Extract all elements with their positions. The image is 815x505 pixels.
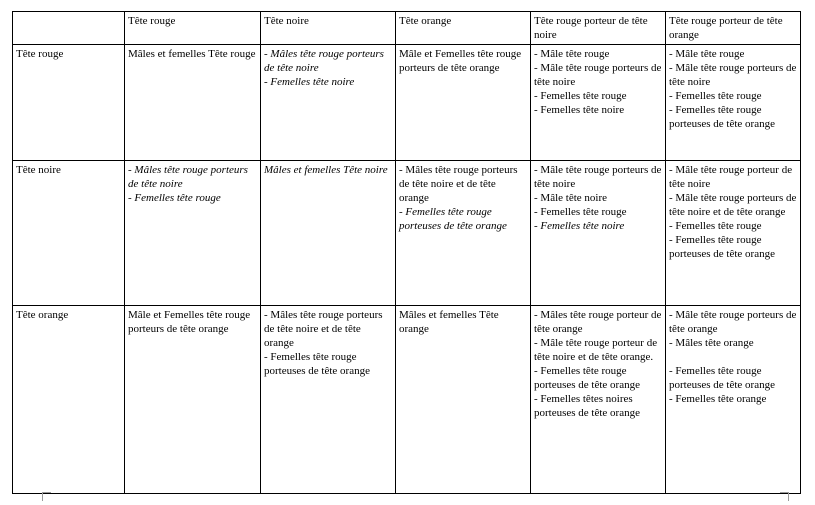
table-cell	[261, 161, 396, 306]
cell-line: - Mâle tête rouge porteurs de tête noire	[534, 164, 662, 190]
row-header: Tête rouge	[13, 45, 125, 161]
cell-line: - Femelles tête rouge porteuses de tête orange	[669, 365, 775, 391]
cell-line: - Femelles tête noire	[534, 220, 625, 232]
cell-line: - Femelles tête rouge	[128, 192, 221, 204]
table-cell	[261, 45, 396, 161]
cell-line: - Mâle tête rouge porteur de tête noire et de tête orange.	[534, 337, 658, 363]
cell-line: Mâles et femelles Tête orange	[399, 309, 499, 335]
table-cell	[531, 161, 666, 306]
column-header: Tête noire	[261, 12, 396, 45]
cell-line: - Mâles tête rouge porteur de tête orange	[534, 309, 662, 335]
cell-line: - Mâle tête rouge porteurs de tête noire et de tête orange	[669, 192, 797, 218]
cell-line: - Mâle tête rouge porteur de tête noire	[669, 164, 793, 190]
page-corner-mark-left	[42, 492, 51, 501]
header-row	[13, 12, 801, 45]
column-header: Tête orange	[396, 12, 531, 45]
table-row	[13, 45, 801, 161]
cell-line: - Mâle tête rouge porteurs de tête orange	[669, 309, 797, 335]
table-cell	[125, 306, 261, 494]
cell-line: - Mâles tête rouge porteurs de tête noire et de tête orange	[399, 164, 518, 204]
cell-line: - Femelles tête rouge	[534, 90, 627, 102]
cell-line: - Femelles tête rouge	[534, 206, 627, 218]
table-cell	[531, 45, 666, 161]
cell-line: - Mâles tête orange	[669, 337, 754, 349]
cell-line: - Mâle tête noire	[534, 192, 607, 204]
cell-line: - Mâle tête rouge	[534, 48, 610, 60]
cell-line: - Femelles tête rouge	[669, 220, 762, 232]
table-cell	[666, 306, 801, 494]
table-row	[13, 161, 801, 306]
crossing-table	[12, 11, 801, 494]
table-cell	[125, 45, 261, 161]
page-corner-mark-right	[780, 492, 789, 501]
cell-line: - Femelles tête rouge porteuses de tête orange	[669, 104, 775, 130]
table-cell	[666, 161, 801, 306]
cell-line: Mâle et Femelles tête rouge porteurs de tête orange	[128, 309, 251, 335]
table-cell	[396, 45, 531, 161]
cell-line: - Mâle tête rouge porteurs de tête noire	[669, 62, 797, 88]
cell-line: Mâles et femelles Tête rouge	[128, 48, 256, 60]
row-header: Tête noire	[13, 161, 125, 306]
cell-line: - Femelles tête rouge porteuses de tête orange	[669, 234, 775, 260]
table-row	[13, 306, 801, 494]
cell-line: - Mâles tête rouge porteurs de tête noire	[264, 48, 384, 74]
cell-line: - Mâle tête rouge	[669, 48, 745, 60]
cell-line: - Femelles tête rouge	[669, 90, 762, 102]
column-header: Tête rouge	[125, 12, 261, 45]
cell-line: - Mâle tête rouge porteurs de tête noire	[534, 62, 662, 88]
corner-cell	[13, 12, 125, 45]
cell-line: Mâles et femelles Tête noire	[264, 164, 388, 176]
cell-line: - Femelles tête orange	[669, 393, 767, 405]
row-header: Tête orange	[13, 306, 125, 494]
cell-line: - Femelles tête rouge porteuses de tête orange	[264, 351, 370, 377]
table-cell	[261, 306, 396, 494]
table-cell	[531, 306, 666, 494]
cell-line: - Femelles têtes noires porteuses de tête orange	[534, 393, 640, 419]
cell-line	[669, 350, 797, 364]
cell-line: - Mâles tête rouge porteurs de tête noire	[128, 164, 248, 190]
column-header: Tête rouge porteur de tête noire	[531, 12, 666, 45]
table-cell	[666, 45, 801, 161]
cell-line: - Femelles tête rouge porteuses de tête orange	[399, 206, 507, 232]
cell-line: - Femelles tête noire	[264, 76, 355, 88]
table-cell	[396, 306, 531, 494]
column-header: Tête rouge porteur de tête orange	[666, 12, 801, 45]
table-cell	[396, 161, 531, 306]
cell-line: - Femelles tête rouge porteuses de tête orange	[534, 365, 640, 391]
cell-line: - Femelles tête noire	[534, 104, 625, 116]
cell-line: Mâle et Femelles tête rouge porteurs de tête orange	[399, 48, 522, 74]
cell-line: - Mâles tête rouge porteurs de tête noire et de tête orange	[264, 309, 383, 349]
table-cell	[125, 161, 261, 306]
